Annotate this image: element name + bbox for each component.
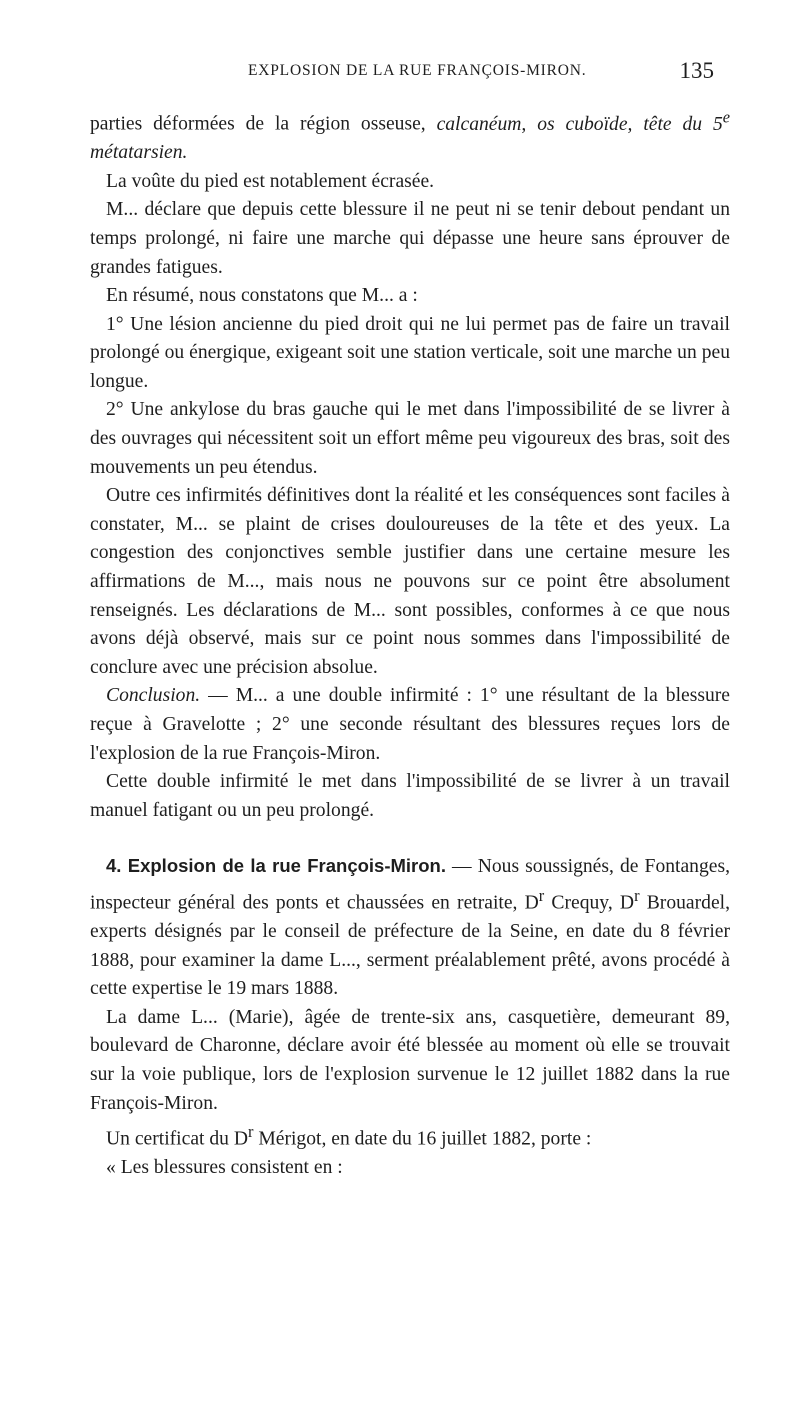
paragraph-1 xyxy=(90,103,730,168)
paragraph-9: Cette double infirmité le met dans l'impossibilité de se livrer à un travail manuel fatigant ou un peu prolongé. xyxy=(90,771,730,821)
paragraph-8 xyxy=(90,682,730,768)
p12-sup: r xyxy=(248,1122,254,1142)
p10-sup-1: r xyxy=(538,885,545,905)
p1-text: parties déformées de la région osseuse, xyxy=(90,113,437,135)
p1-italic-b: métatarsien. xyxy=(90,142,188,164)
p10-text-c: Brouardel, experts désignés par le conseil de préfecture de la Seine, en date du 8 février 1888, pour examiner la dame L..., serment préalablement prêté, avons procédé à cette expertise le 19 mars 1888. xyxy=(90,892,730,1000)
paragraph-7: Outre ces infirmités définitives dont la réalité et les conséquences sont faciles à constater, M... se plaint de crises douloureuses de la tête et des yeux. La congestion des conjonctives semble justifier dans une certaine mesure les affirmations de M..., mais nous ne pouvons sur ce point être absolument renseignés. Les déclarations de M... sont possibles, conformes à ce que nous avons déjà observé, mais sur ce point nous sommes dans l'impossibilité de conclure avec une précision absolue. xyxy=(90,485,730,678)
p10-text-a: — Nous soussignés, de Fontanges, inspecteur général des ponts et chaussées en retraite, D xyxy=(90,856,730,914)
paragraph-3: M... déclare que depuis cette blessure il ne peut ni se tenir debout pendant un temps prolongé, ni faire une marche qui dépasse une heure sans éprouver de grandes fatigues. xyxy=(90,199,730,278)
paragraph-4: En résumé, nous constatons que M... a : xyxy=(106,285,418,307)
p12-text-b: Mérigot, en date du 16 juillet 1882, porte : xyxy=(253,1128,592,1150)
paragraph-11: La dame L... (Marie), âgée de trente-six ans, casquetière, demeurant 89, boulevard de Charonne, déclare avoir été blessée au moment où elle se trouvait sur la voie publique, lors de l'explosion survenue le 12 juillet 1882 dans la rue François-Miron. xyxy=(90,1006,730,1114)
p1-superscript: e xyxy=(722,107,730,126)
p10-text-b: Crequy, D xyxy=(544,892,635,914)
running-head xyxy=(248,58,714,83)
page-number: 135 xyxy=(679,58,714,83)
running-title: EXPLOSION DE LA RUE FRANÇOIS-MIRON. xyxy=(248,62,587,79)
paragraph-10 xyxy=(90,852,730,1004)
conclusion-text: — M... a une double infirmité : 1° une résultant de la blessure reçue à Gravelotte ; 2° une seconde résultant des blessures reçues lors de l'explosion de la rue François-Miron. xyxy=(90,685,730,764)
paragraph-6: 2° Une ankylose du bras gauche qui le met dans l'impossibilité de se livrer à des ouvrages qui nécessitent soit un effort même peu vigoureux des bras, soit des mouvements un peu étendus. xyxy=(90,399,730,478)
body-text xyxy=(90,103,730,1183)
conclusion-label: Conclusion. xyxy=(106,685,201,707)
paragraph-13: « Les blessures consistent en : xyxy=(106,1157,343,1179)
section-heading: 4. Explosion de la rue François-Miron. xyxy=(106,855,446,877)
p1-italic-a: calcanéum, os cuboïde, tête du 5 xyxy=(436,113,723,135)
paragraph-12 xyxy=(90,1118,730,1154)
p10-sup-2: r xyxy=(634,885,640,905)
paragraph-5: 1° Une lésion ancienne du pied droit qui ne lui permet pas de faire un travail prolongé ou énergique, exigeant soit une station verticale, soit une marche un peu longue. xyxy=(90,313,730,392)
paragraph-2: La voûte du pied est notablement écrasée. xyxy=(106,170,435,192)
p12-text-a: Un certificat du D xyxy=(106,1128,248,1150)
